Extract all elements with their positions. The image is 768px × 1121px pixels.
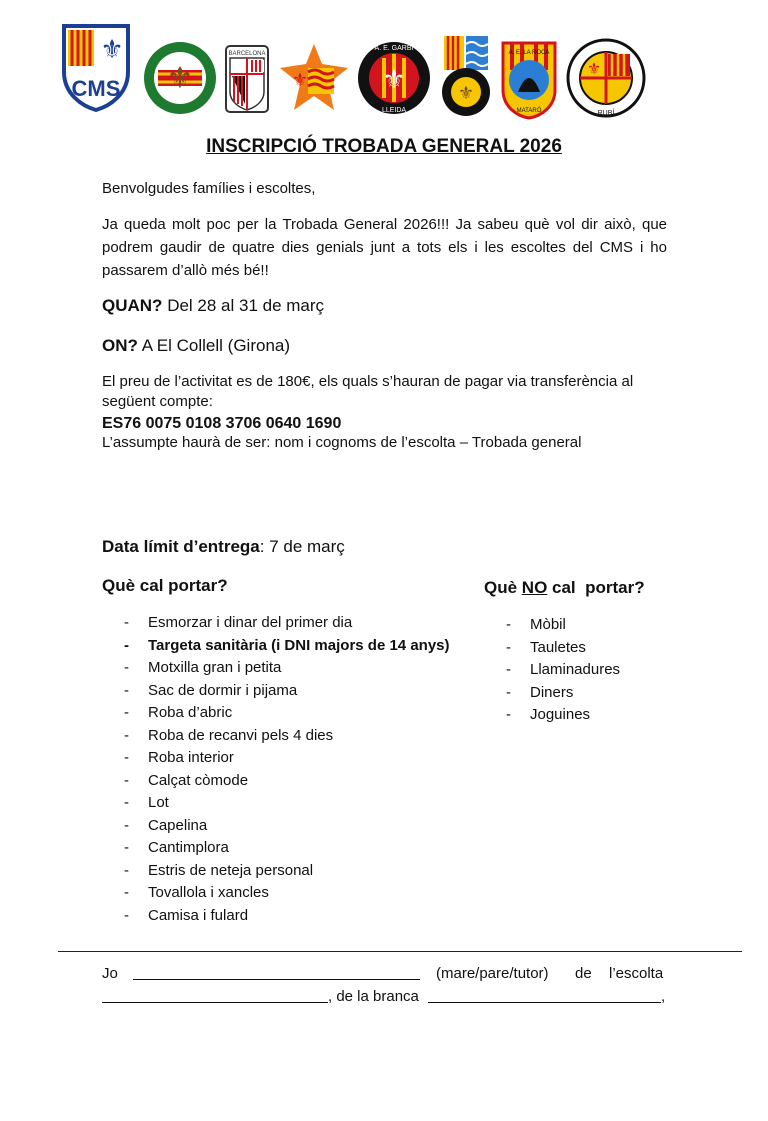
orange-fleur-logo <box>278 42 350 114</box>
list-item: - Motxilla gran i petita <box>124 657 474 680</box>
escolta-label: l’escolta <box>609 965 664 982</box>
guardian-role-label: (mare/pare/tutor) <box>436 965 549 982</box>
payment-text: El preu de l’activitat es de 180€, els quals s’hauran de pagar via transferència al següent compte: <box>102 373 634 410</box>
svg-text:⚜: ⚜ <box>166 61 194 96</box>
svg-text:BARCELONA: BARCELONA <box>228 51 266 57</box>
when-line <box>102 294 667 318</box>
deadline-label: Data límit d’entrega <box>102 537 260 556</box>
list-item: - Estris de neteja personal <box>124 860 474 883</box>
greeting: Benvolgudes famílies i escoltes, <box>102 180 316 197</box>
list-item: - Diners <box>506 682 706 705</box>
where-value: A El Collell (Girona) <box>141 336 291 355</box>
svg-text:MATARÓ: MATARÓ <box>516 108 542 114</box>
iban: ES76 0075 0108 3706 0640 1690 <box>102 415 342 432</box>
list-item: - Roba de recanvi pels 4 dies <box>124 725 474 748</box>
svg-text:⚜: ⚜ <box>382 65 406 95</box>
list-item: - Cantimplora <box>124 837 474 860</box>
svg-text:⚜: ⚜ <box>586 59 602 78</box>
when-label: QUAN? <box>102 296 163 315</box>
list-item: - Tauletes <box>506 637 706 660</box>
svg-text:⚜: ⚜ <box>291 70 309 91</box>
bring-list <box>124 612 474 927</box>
svg-text:⚜: ⚜ <box>457 83 475 104</box>
list-item: - Esmorzar i dinar del primer dia <box>124 612 474 635</box>
where-line <box>102 334 667 358</box>
garbi-lleida-logo <box>356 40 432 116</box>
list-item: - Lot <box>124 792 474 815</box>
scout-name-field[interactable] <box>102 988 328 1003</box>
not-bring-title: Què NO cal portar? <box>484 578 645 597</box>
svg-text:⚜: ⚜ <box>100 35 124 65</box>
when-value: Del 28 al 31 de març <box>167 296 325 315</box>
list-item: - Capelina <box>124 815 474 838</box>
list-item: - Sac de dormir i pijama <box>124 680 474 703</box>
branch-field[interactable] <box>428 988 661 1003</box>
form-comma: , <box>661 988 666 1005</box>
deadline-line <box>102 536 667 558</box>
list-item: - Roba interior <box>124 747 474 770</box>
list-item: - Mòbil <box>506 614 706 637</box>
list-item: - Targeta sanitària (i DNI majors de 14 anys) <box>124 635 474 658</box>
page-title: INSCRIPCIÓ TROBADA GENERAL 2026 <box>206 136 562 157</box>
list-item: - Roba d’abric <box>124 702 474 725</box>
not-bring-list <box>506 614 706 727</box>
albada-rubi-logo <box>566 38 646 118</box>
svg-text:LLEIDA: LLEIDA <box>381 107 407 114</box>
svg-text:RUBÍ: RUBÍ <box>597 110 615 117</box>
svg-text:A. E. LA ROCA: A. E. LA ROCA <box>508 50 550 56</box>
branca-label: , de la branca <box>328 988 419 1005</box>
payment-subject: L’assumpte haurà de ser: nom i cognoms de l’escolta – Trobada general <box>102 434 582 451</box>
cut-line <box>58 951 742 952</box>
badalona-crest-logo <box>440 34 492 118</box>
la-roca-mataro-logo <box>500 40 558 120</box>
barcelona-crest-logo <box>224 44 270 114</box>
svg-text:CMS: CMS <box>71 76 121 101</box>
list-item: - Calçat còmode <box>124 770 474 793</box>
svg-text:A. E. GARBÍ: A. E. GARBÍ <box>374 45 414 52</box>
jo-label: Jo <box>102 965 118 982</box>
where-label: ON? <box>102 336 138 355</box>
cms-shield-logo <box>60 22 132 112</box>
list-item: - Tovallola i xancles <box>124 882 474 905</box>
bring-title: Què cal portar? <box>102 576 228 595</box>
deadline-value: : 7 de març <box>259 537 345 556</box>
intro-paragraph: Ja queda molt poc per la Trobada General 2026!!! Ja sabeu què vol dir això, que podrem gaudir de quatre dies genials junt a tots els i les escoltes del CMS i ho passarem d’allò més bé!! <box>102 216 667 279</box>
list-item: - Camisa i fulard <box>124 905 474 928</box>
agrupament-escolta-logo <box>142 40 218 116</box>
guardian-name-field[interactable] <box>133 965 420 980</box>
list-item: - Joguines <box>506 704 706 727</box>
de-label: de <box>575 965 592 982</box>
list-item: - Llaminadures <box>506 659 706 682</box>
